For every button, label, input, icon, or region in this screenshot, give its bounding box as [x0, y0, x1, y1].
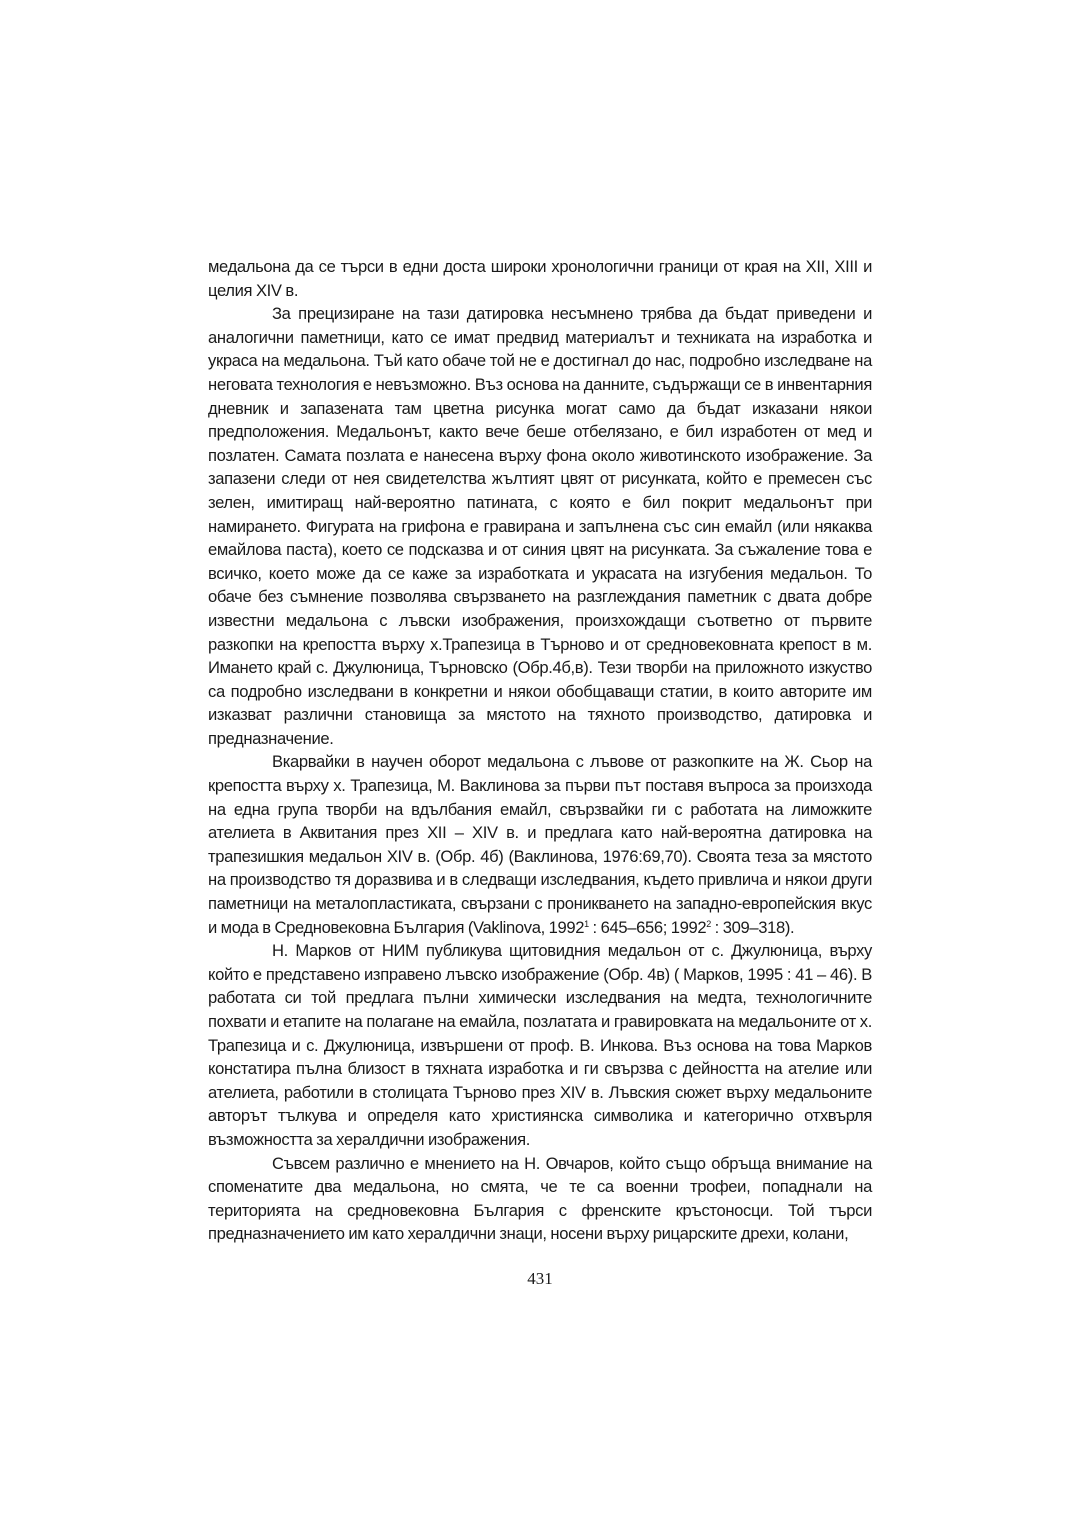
- paragraph-3-part-c: : 309–318).: [710, 917, 795, 937]
- paragraph-2: За прецизиране на тази датировка несъмнено трябва да бъдат приведени и аналогични паметници, като се имат предвид материалът и техниката на изработка и украса на медальона. Тъй като обаче той не е достигнал до нас, подробно изследване на неговата технология е невъзможно. Въз основа на данните, съдържащи се в инвентарния дневник и запазената там цветна рисунка могат само да бъдат изказани някои предположения. Медальонът, както вече беше отбелязано, е бил изработен от мед и позлатен. Самата позлата е нанесена върху фона около животинското изображение. За запазени следи от нея свидетелства жълтият цвят от рисунката, който е премесен със зелен, имитиращ най-вероятно патината, с която е бил покрит медальонът при намирането. Фигурата на грифона е гравирана и запълнена със син емайл (или някаква емайлова паста), което се подсказва и от синия цвят на рисунката. За съжаление това е всичко, което може да се каже за изработката и украсата на изгубения медальон. То обаче без съмнение позволява свързването на разглеждания паметник с двата добре известни медальона с лъвски изображения, произхождащи съответно от първите разкопки на крепостта върху х.Трапезица в Търново и от средновековната крепост в м. Имането край с. Джулюница, Търновско (Обр.4б,в). Тези творби на приложното изкуство са подробно изследвани в конкретни и някои обобщаващи статии, в които авторите им изказват различни становища за мястото на тяхното производство, датировка и предназначение.: [208, 304, 872, 748]
- body-text: [208, 255, 872, 1246]
- footnote-marker-1: 1: [584, 918, 589, 929]
- paragraph-3: [208, 750, 872, 939]
- paragraph-5: Съвсем различно е мнението на Н. Овчаров, който също обръща внимание на споменатите два медальона, но смята, че те са военни трофеи, попаднали на територията на средновековна България с френските кръстоносци. Той търси предназначението им като хералдични знаци, носени върху рицарските дрехи, колани,: [208, 1153, 872, 1244]
- paragraph-1: медальона да се търси в едни доста широки хронологични граници от края на XII, XIII и целия XIV в.: [208, 257, 872, 300]
- page-number: 431: [527, 1269, 553, 1288]
- paragraph-4: Н. Марков от НИМ публикува щитовидния медальон от с. Джулюница, върху който е представено изправено лъвско изображение (Обр. 4в) ( Марков, 1995 : 41 – 46). В работата си той предлага пълни химически изследвания на медта, технологичните похвати и етапите на полагане на емайла, позлатата и гравировката на медальоните от х. Трапезица и с. Джулюница, извършени от проф. В. Инкова. Въз основа на това Марков констатира пълна близост в тяхната изработка и ги свързва с дейността на ателие или ателиета, работили в столицата Търново през XIV в. Лъвския сюжет върху медальоните авторът тълкува и определя като християнска символика и категорично отхвърля възможността за хералдични изображения.: [208, 941, 872, 1149]
- paragraph-3-part-b: : 645–656; 1992: [588, 917, 707, 937]
- footnote-marker-2: 2: [706, 918, 711, 929]
- paragraph-3-part-a: Вкарвайки в научен оборот медальона с лъвове от разкопките на Ж. Сьор на крепостта върху х. Трапезица, М. Ваклинова за първи път поставя въпроса за произхода на една група творби на вдълбания емайл, свързвайки ги с работата на лиможките ателиета в Аквитания през XII – XIV в. и предлага като най-вероятна датировка на трапезишкия медальон XIV в. (Обр. 4б) (Ваклинова, 1976:69,70). Своята теза за мястото на производство тя доразвива и в следващи изследвания, където привлича и някои други паметници на металопластиката, свързани с проникването на западно-европейския вкус и мода в Средновековна България (Vaklinova, 1992: [208, 752, 872, 937]
